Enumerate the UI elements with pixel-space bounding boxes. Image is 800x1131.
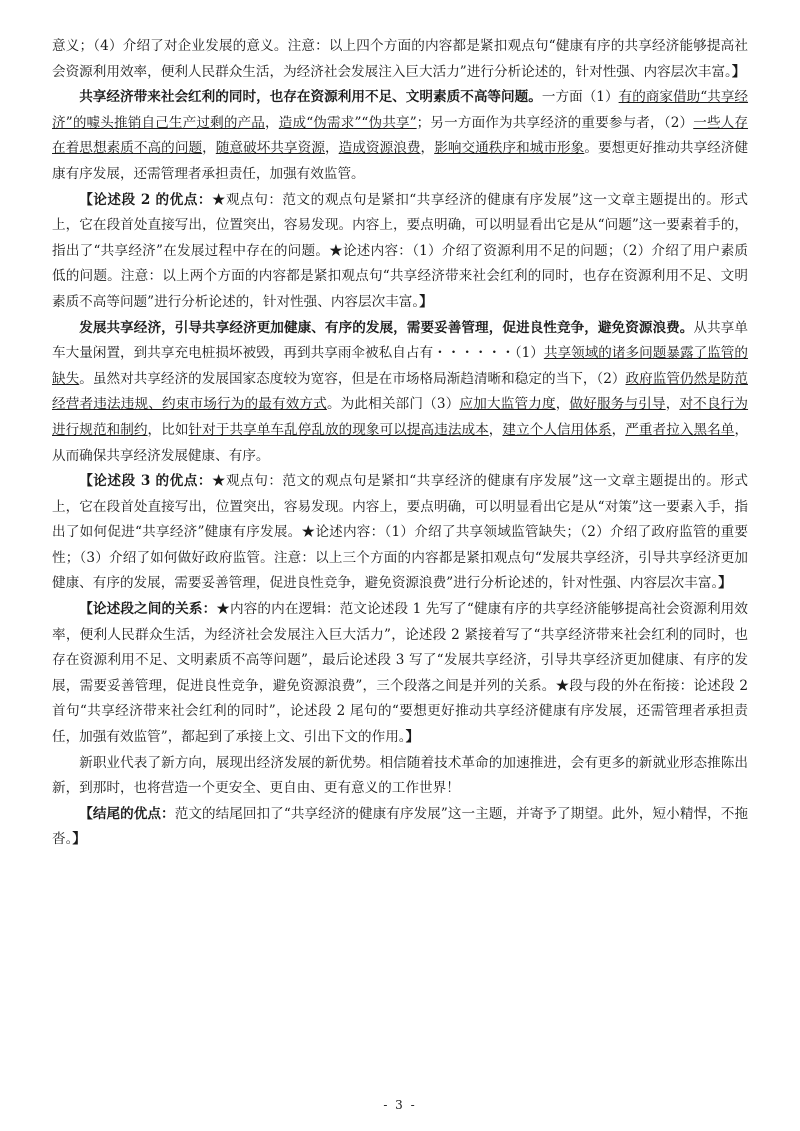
bold-text-run: 】 bbox=[72, 831, 86, 848]
underlined-text-run: 造成“伪需求”“伪共享” bbox=[278, 114, 417, 131]
underlined-text-run: 共享领域的诸多问题暴露了监管的缺失 bbox=[52, 345, 749, 387]
underlined-text-run: 政府监管仍然是防范经营者违法违规、约束市场行为的最有效方式 bbox=[52, 370, 749, 413]
underlined-text-run: 对不良行为进行规范和制约 bbox=[52, 396, 749, 438]
text-run: ，从而确保共享经济发展健康、有序。 bbox=[52, 421, 749, 464]
text-run: 。为此相关部门（3） bbox=[326, 396, 460, 413]
underlined-text-run: 有的商家借助“共享经济”的噱头推销自己生产过剩的产品 bbox=[52, 89, 749, 131]
text-run: 意义；（4）介绍了对企业发展的意义。注意：以上四个方面的内容都是紧扣观点句“健康有序的共享经济能够提高社会资源利用效率，便利人民群众生活，为经济社会发展注入巨大活力”进行分析论述的，针对性强、内容层次丰富。 bbox=[52, 38, 748, 80]
paragraph-7 bbox=[52, 751, 748, 802]
bold-text-run: 【结尾的优点： bbox=[79, 805, 175, 822]
underlined-text-run: 一些人存在着思想素质不高的问题 bbox=[52, 114, 748, 157]
paragraph-1 bbox=[52, 34, 748, 85]
text-run: ， bbox=[488, 421, 503, 438]
underlined-text-run: 应加大监管力度 bbox=[459, 396, 556, 413]
bold-text-run: 】 bbox=[419, 293, 433, 310]
bold-text-run: 】 bbox=[731, 63, 746, 80]
text-run: ， bbox=[324, 140, 339, 157]
page-number: - 3 - bbox=[383, 1098, 417, 1112]
text-run: ， bbox=[555, 396, 570, 413]
underlined-text-run: 造成资源浪费 bbox=[338, 140, 421, 157]
bold-text-run: 【论述段 3 的优点： bbox=[79, 473, 212, 490]
bold-text-run: 共享经济带来社会红利的同时，也存在资源利用不足、文明素质不高等问题。 bbox=[79, 89, 542, 106]
bold-text-run: 】 bbox=[718, 575, 732, 592]
underlined-text-run: 建立个人信用体系 bbox=[502, 421, 612, 438]
bold-text-run: 】 bbox=[405, 729, 420, 746]
paragraph-3 bbox=[52, 188, 748, 316]
document-body bbox=[52, 34, 748, 853]
text-run: ★观点句：范文的观点句是紧扣“共享经济的健康有序发展”这一文章主题提出的。形式上，它在段首处直接写出，位置突出，容易发现。内容上，要点明确，可以明显看出它是从“问题”这一要素着手的，指出了“共享经济”在发展过程中存在的问题。★论述内容：（1）介绍了资源利用不足的问题；（2）介绍了用户素质低的问题。注意：以上两个方面的内容都是紧扣观点句“共享经济带来社会红利的同时，也存在资源利用不足、文明素质不高等问题”进行分析论述的，针对性强、内容层次丰富。 bbox=[52, 191, 748, 310]
paragraph-2 bbox=[52, 85, 748, 187]
text-run: ；另一方面作为共享经济的重要参与者，（2） bbox=[416, 114, 694, 131]
paragraph-8 bbox=[52, 802, 748, 853]
bold-text-run: 发展共享经济，引导共享经济更加健康、有序的发展，需要妥善管理，促进良性竞争，避免资源浪费。 bbox=[79, 319, 694, 336]
bold-text-run: 【论述段 2 的优点： bbox=[79, 191, 212, 208]
underlined-text-run: 做好服务与引导 bbox=[569, 396, 666, 413]
text-run: 。要想更好推动共享经济健康有序发展，还需管理者承担责任，加强有效监管。 bbox=[52, 140, 749, 182]
bold-text-run: 【论述段之间的关系： bbox=[79, 601, 217, 618]
text-run: ★观点句：范文的观点句是紧扣“共享经济的健康有序发展”这一文章主题提出的。形式上，它在段首处直接写出，位置突出，容易发现。内容上，要点明确，可以明显看出它是从“对策”这一要素入手，指出了如何促进“共享经济”健康有序发展。★论述内容：（1）介绍了共享领域监管缺失；（2）介绍了政府监管的重要性；（3）介绍了如何做好政府监管。注意：以上三个方面的内容都是紧扣观点句“发展共享经济，引导共享经济更加健康、有序的发展，需要妥善管理，促进良性竞争，避免资源浪费”进行分析论述的，针对性强、内容层次丰富。 bbox=[52, 473, 748, 592]
text-run: ， bbox=[611, 421, 626, 438]
text-run: 范文的结尾回扣了“共享经济的健康有序发展”这一主题，并寄予了期望。此外，短小精悍，不拖沓。 bbox=[52, 805, 748, 848]
underlined-text-run: 针对于共享单车乱停乱放的现象可以提高违法成本 bbox=[188, 421, 489, 438]
text-run: 一方面（1） bbox=[541, 89, 619, 106]
underlined-text-run: 影响交通秩序和城市形象 bbox=[434, 140, 585, 157]
text-run: ★内容的内在逻辑：范文论述段 1 先写了“健康有序的共享经济能够提高社会资源利用效率，便利人民群众生活，为经济社会发展注入巨大活力”，论述段 2 紧接着写了“共享经济带来社会红利的同时，也存在资源利用不足、文明素质不高等问题”，最后论述段 3 写了“发展共享经济，引导共享经济更加健康、有序的发展，需要妥善管理，促进良性竞争，避免资源浪费”，三个段落之间是并列的关系。★段与段的外在衔接：论述段 2 首句“共享经济带来社会红利的同时”，论述段 2 尾句的“要想更好推动共享经济健康有序发展，还需管理者承担责任，加强有效监管”，都起到了承接上文、引出下文的作用。 bbox=[52, 601, 748, 746]
paragraph-4 bbox=[52, 316, 748, 470]
text-run: 。虽然对共享经济的发展国家态度较为宽容，但是在市场格局渐趋清晰和稳定的当下，（2） bbox=[79, 370, 626, 387]
text-run: 新职业代表了新方向，展现出经济发展的新优势。相信随着技术革命的加速推进，会有更多的新就业形态推陈出新，到那时，也将营造一个更安全、更自由、更有意义的工作世界！ bbox=[52, 754, 748, 797]
paragraph-6 bbox=[52, 597, 748, 751]
text-run: ，比如 bbox=[147, 421, 189, 438]
text-run: ， bbox=[265, 114, 279, 131]
paragraph-5 bbox=[52, 469, 748, 597]
text-run: ， bbox=[202, 140, 216, 157]
underlined-text-run: 严重者拉入黑名单 bbox=[625, 421, 735, 438]
underlined-text-run: 随意破坏共享资源 bbox=[215, 140, 325, 157]
text-run: ， bbox=[665, 396, 680, 413]
text-run: 从共享单车大量闲置，到共享充电桩损坏被毁，再到共享雨伞被私自占有・・・・・・（1） bbox=[52, 319, 748, 362]
text-run: ， bbox=[420, 140, 435, 157]
